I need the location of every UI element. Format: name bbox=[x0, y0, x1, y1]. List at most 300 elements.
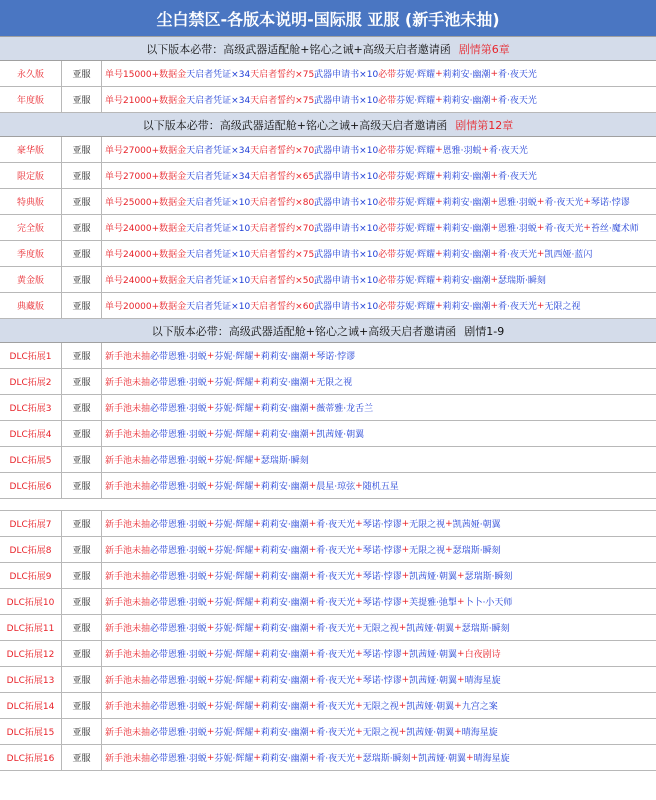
content-segment: + bbox=[253, 570, 261, 581]
content-segment: 莉莉安·幽潮 bbox=[442, 224, 491, 234]
content-segment: 凯茜娅·朝翼 bbox=[406, 624, 455, 634]
table-row bbox=[0, 293, 656, 319]
content-segment: + bbox=[206, 402, 215, 413]
content-segment: + bbox=[206, 350, 215, 361]
content-segment: 莉莉安·幽潮 bbox=[260, 624, 309, 634]
content-segment: 肴·夜天光 bbox=[316, 520, 356, 530]
content-segment: 琴诺·悖谬 bbox=[362, 598, 402, 608]
content-segment: + bbox=[401, 596, 410, 607]
edition-name: DLC拓展11 bbox=[0, 615, 62, 640]
edition-name: DLC拓展7 bbox=[0, 511, 62, 536]
section-requirement: 以下版本必带：高级武器适配舱+铭心之诫+高级天启者邀请函 bbox=[146, 42, 451, 56]
edition-contents bbox=[102, 693, 656, 718]
content-segment: + bbox=[401, 674, 410, 685]
content-segment: + bbox=[490, 274, 499, 285]
content-segment: 无限之视 bbox=[362, 728, 399, 738]
content-segment: 新手池未抽 bbox=[105, 456, 151, 466]
content-segment: + bbox=[308, 726, 317, 737]
content-segment: 新手池未抽 bbox=[105, 598, 151, 608]
edition-name: DLC拓展4 bbox=[0, 421, 62, 446]
edition-name: DLC拓展2 bbox=[0, 369, 62, 394]
edition-name: DLC拓展5 bbox=[0, 447, 62, 472]
content-segment: + bbox=[355, 700, 363, 711]
content-segment: 芬妮·辉耀 bbox=[214, 676, 254, 686]
content-segment: 新手池未抽 bbox=[105, 404, 151, 414]
content-segment: 芬妮·辉耀 bbox=[396, 250, 436, 260]
section-header bbox=[0, 113, 656, 137]
content-segment: 天启者誓约×75 bbox=[250, 70, 315, 80]
content-segment: 天启者誓约×70 bbox=[250, 146, 315, 156]
content-segment: + bbox=[253, 700, 261, 711]
content-segment: + bbox=[308, 428, 317, 439]
content-segment: 凯茜娅·朝翼 bbox=[406, 702, 455, 712]
content-segment: + bbox=[401, 648, 410, 659]
table-row bbox=[0, 87, 656, 113]
content-segment: 新手池未抽 bbox=[105, 378, 151, 388]
edition-name: DLC拓展1 bbox=[0, 343, 62, 368]
content-segment: 新手池未抽 bbox=[105, 520, 151, 530]
table-row bbox=[0, 241, 656, 267]
content-segment: 新手池未抽 bbox=[105, 754, 151, 764]
content-segment: 恩雅·羽蜕 bbox=[168, 546, 207, 556]
edition-contents bbox=[102, 563, 656, 588]
content-segment: + bbox=[435, 94, 443, 105]
content-segment: 恩雅·羽蜕 bbox=[442, 146, 482, 156]
edition-name: 年度版 bbox=[0, 87, 62, 112]
content-segment: 新手池未抽 bbox=[105, 572, 151, 582]
content-segment: 莉莉安·幽潮 bbox=[442, 302, 491, 312]
content-segment: 琴诺·悖谬 bbox=[362, 520, 402, 530]
content-segment: 必带 bbox=[378, 198, 397, 208]
content-segment: 芬妮·辉耀 bbox=[214, 598, 254, 608]
server-name: 亚服 bbox=[62, 343, 102, 368]
content-segment: 天启者誓约×70 bbox=[250, 224, 315, 234]
content-segment: + bbox=[583, 196, 591, 207]
content-segment: 九宫之案 bbox=[461, 702, 498, 712]
content-segment: 必带 bbox=[150, 598, 169, 608]
table-row bbox=[0, 719, 656, 745]
content-segment: 无限之视 bbox=[544, 302, 581, 312]
table-row bbox=[0, 369, 656, 395]
table-row bbox=[0, 447, 656, 473]
server-name: 亚服 bbox=[62, 447, 102, 472]
server-name: 亚服 bbox=[62, 693, 102, 718]
content-segment: + bbox=[253, 752, 261, 763]
content-segment: 必带 bbox=[378, 146, 397, 156]
content-segment: 新手池未抽 bbox=[105, 702, 151, 712]
content-segment: + bbox=[410, 752, 419, 763]
content-segment: + bbox=[435, 300, 443, 311]
content-segment: 芙提雅·弛掣 bbox=[409, 598, 458, 608]
content-segment: 必带 bbox=[150, 650, 169, 660]
content-segment: + bbox=[490, 94, 499, 105]
content-segment: 必带 bbox=[378, 96, 397, 106]
content-segment: 晴海星旋 bbox=[464, 676, 501, 686]
content-segment: 肴·夜天光 bbox=[316, 572, 356, 582]
content-segment: 肴·夜天光 bbox=[316, 676, 356, 686]
content-segment: + bbox=[206, 674, 215, 685]
content-segment: 莉莉安·幽潮 bbox=[442, 96, 491, 106]
content-segment: + bbox=[308, 376, 317, 387]
content-segment: + bbox=[481, 144, 490, 155]
content-segment: 恩雅·羽蜕 bbox=[168, 572, 207, 582]
content-segment: 芬妮·辉耀 bbox=[214, 520, 254, 530]
content-segment: + bbox=[355, 518, 363, 529]
content-segment: 肴·夜天光 bbox=[316, 598, 356, 608]
content-segment: + bbox=[435, 170, 443, 181]
table-row bbox=[0, 343, 656, 369]
content-segment: 单号24000+数据金 bbox=[105, 276, 187, 286]
table-body bbox=[0, 37, 656, 771]
content-segment: + bbox=[308, 700, 317, 711]
content-segment: 晴海星旋 bbox=[461, 728, 498, 738]
content-segment: 芬妮·辉耀 bbox=[214, 456, 254, 466]
content-segment: 新手池未抽 bbox=[105, 650, 151, 660]
edition-name: 永久版 bbox=[0, 61, 62, 86]
content-segment: 凯茜娅·朝翼 bbox=[409, 572, 458, 582]
content-segment: 莉莉安·幽潮 bbox=[442, 198, 491, 208]
section-requirement: 以下版本必带：高级武器适配舱+铭心之诫+高级天启者邀请函 bbox=[142, 118, 448, 132]
content-segment: 芬妮·辉耀 bbox=[396, 146, 436, 156]
content-segment: 单号27000+数据金 bbox=[105, 172, 187, 182]
content-segment: 无限之视 bbox=[362, 624, 399, 634]
content-segment: 必带 bbox=[378, 302, 397, 312]
content-segment: 莉莉安·幽潮 bbox=[260, 728, 309, 738]
content-segment: + bbox=[401, 518, 410, 529]
content-segment: 天启者凭证×10 bbox=[186, 302, 251, 312]
content-segment: 苔丝·魔术师 bbox=[590, 224, 639, 234]
content-segment: 单号24000+数据金 bbox=[105, 250, 187, 260]
content-segment: + bbox=[206, 622, 215, 633]
content-segment: 新手池未抽 bbox=[105, 546, 151, 556]
edition-contents bbox=[102, 215, 656, 240]
content-segment: + bbox=[206, 596, 215, 607]
content-segment: 凯茜娅·朝翼 bbox=[418, 754, 467, 764]
content-segment: 恩雅·羽蜕 bbox=[168, 650, 207, 660]
edition-contents bbox=[102, 447, 656, 472]
content-segment: 莉莉安·幽潮 bbox=[260, 378, 309, 388]
content-segment: + bbox=[253, 402, 261, 413]
content-segment: 芬妮·辉耀 bbox=[214, 482, 254, 492]
content-segment: + bbox=[490, 248, 499, 259]
content-segment: 恩雅·羽蜕 bbox=[168, 352, 207, 362]
content-segment: + bbox=[536, 196, 545, 207]
content-segment: 莉莉安·幽潮 bbox=[442, 276, 491, 286]
server-name: 亚服 bbox=[62, 241, 102, 266]
content-segment: + bbox=[308, 596, 317, 607]
table-row bbox=[0, 563, 656, 589]
content-segment: + bbox=[454, 622, 462, 633]
content-segment: 芬妮·辉耀 bbox=[396, 198, 436, 208]
content-segment: 天启者誓约×65 bbox=[250, 172, 315, 182]
table-row bbox=[0, 511, 656, 537]
content-segment: + bbox=[490, 222, 499, 233]
content-segment: 武器申请书×10 bbox=[314, 250, 379, 260]
section-header bbox=[0, 37, 656, 61]
content-segment: 莉莉安·幽潮 bbox=[260, 546, 309, 556]
content-segment: 肴·夜天光 bbox=[316, 624, 356, 634]
content-segment: 武器申请书×10 bbox=[314, 172, 379, 182]
content-segment: 莉莉安·幽潮 bbox=[260, 754, 309, 764]
content-segment: 随机五星 bbox=[362, 482, 399, 492]
content-segment: 恩雅·羽蜕 bbox=[498, 224, 537, 234]
server-name: 亚服 bbox=[62, 641, 102, 666]
content-segment: 新手池未抽 bbox=[105, 624, 151, 634]
content-segment: + bbox=[435, 222, 443, 233]
content-segment: 凯西娅·蓝闪 bbox=[544, 250, 593, 260]
content-segment: 单号27000+数据金 bbox=[105, 146, 187, 156]
content-segment: 恩雅·羽蜕 bbox=[168, 676, 207, 686]
edition-contents bbox=[102, 293, 656, 318]
content-segment: 薇蒂雅·龙舌兰 bbox=[316, 404, 374, 414]
content-segment: + bbox=[253, 376, 261, 387]
content-segment: 芬妮·辉耀 bbox=[214, 352, 254, 362]
content-segment: 芬妮·辉耀 bbox=[214, 378, 254, 388]
content-segment: 恩雅·羽蜕 bbox=[168, 456, 207, 466]
content-segment: + bbox=[253, 648, 261, 659]
content-segment: 瑟瑞斯·瞬刻 bbox=[464, 572, 513, 582]
content-segment: + bbox=[308, 480, 317, 491]
content-segment: 天启者誓约×50 bbox=[250, 276, 315, 286]
edition-contents bbox=[102, 719, 656, 744]
content-segment: 恩雅·羽蜕 bbox=[498, 198, 537, 208]
table-row bbox=[0, 745, 656, 771]
edition-name: DLC拓展14 bbox=[0, 693, 62, 718]
content-segment: + bbox=[490, 300, 499, 311]
content-segment: 必带 bbox=[378, 172, 397, 182]
content-segment: + bbox=[308, 544, 317, 555]
content-segment: 必带 bbox=[150, 624, 169, 634]
content-segment: 必带 bbox=[378, 70, 397, 80]
content-segment: + bbox=[490, 170, 499, 181]
edition-contents bbox=[102, 61, 656, 86]
content-segment: + bbox=[454, 726, 462, 737]
content-segment: 芬妮·辉耀 bbox=[214, 728, 254, 738]
edition-contents bbox=[102, 189, 656, 214]
content-segment: 恩雅·羽蜕 bbox=[168, 754, 207, 764]
content-segment: + bbox=[583, 222, 591, 233]
content-segment: 天启者凭证×10 bbox=[186, 198, 251, 208]
content-segment: + bbox=[206, 428, 215, 439]
content-segment: 必带 bbox=[378, 276, 397, 286]
content-segment: 莉莉安·幽潮 bbox=[260, 650, 309, 660]
content-segment: 芬妮·辉耀 bbox=[396, 172, 436, 182]
server-name: 亚服 bbox=[62, 537, 102, 562]
content-segment: 肴·夜天光 bbox=[544, 224, 584, 234]
content-segment: + bbox=[308, 622, 317, 633]
content-segment: 天启者誓约×80 bbox=[250, 198, 315, 208]
content-segment: 无限之视 bbox=[409, 546, 446, 556]
table-row bbox=[0, 189, 656, 215]
page-title: 尘白禁区-各版本说明-国际服 亚服 (新手池未抽) bbox=[0, 0, 656, 37]
content-segment: + bbox=[398, 700, 407, 711]
edition-contents bbox=[102, 473, 656, 498]
table-row bbox=[0, 61, 656, 87]
content-segment: 莉莉安·幽潮 bbox=[260, 572, 309, 582]
section-requirement: 以下版本必带：高级武器适配舱+铭心之诫+高级天启者邀请函 bbox=[151, 324, 457, 338]
table-row bbox=[0, 615, 656, 641]
table-row bbox=[0, 421, 656, 447]
edition-name: DLC拓展12 bbox=[0, 641, 62, 666]
content-segment: 必带 bbox=[150, 676, 169, 686]
content-segment: + bbox=[398, 726, 407, 737]
content-segment: 必带 bbox=[150, 456, 169, 466]
edition-name: DLC拓展8 bbox=[0, 537, 62, 562]
content-segment: 必带 bbox=[378, 224, 397, 234]
content-segment: + bbox=[253, 428, 261, 439]
content-segment: + bbox=[355, 596, 363, 607]
content-segment: + bbox=[445, 518, 453, 529]
server-name: 亚服 bbox=[62, 369, 102, 394]
server-name: 亚服 bbox=[62, 589, 102, 614]
content-segment: 恩雅·羽蜕 bbox=[168, 430, 207, 440]
table-row bbox=[0, 163, 656, 189]
edition-name: DLC拓展15 bbox=[0, 719, 62, 744]
content-segment: 莉莉安·幽潮 bbox=[260, 520, 309, 530]
content-segment: + bbox=[457, 570, 465, 581]
table-row bbox=[0, 137, 656, 163]
server-name: 亚服 bbox=[62, 267, 102, 292]
content-segment: + bbox=[308, 518, 317, 529]
content-segment: 武器申请书×10 bbox=[314, 198, 379, 208]
content-segment: 新手池未抽 bbox=[105, 352, 151, 362]
content-segment: + bbox=[253, 454, 261, 465]
content-segment: 天启者凭证×10 bbox=[186, 250, 251, 260]
content-segment: 新手池未抽 bbox=[105, 482, 151, 492]
edition-name: 完全版 bbox=[0, 215, 62, 240]
content-segment: + bbox=[401, 544, 410, 555]
content-segment: 莉莉安·幽潮 bbox=[260, 676, 309, 686]
edition-contents bbox=[102, 421, 656, 446]
table-row bbox=[0, 473, 656, 499]
content-segment: + bbox=[435, 248, 443, 259]
content-segment: 肴·夜天光 bbox=[316, 702, 356, 712]
edition-name: 黄金版 bbox=[0, 267, 62, 292]
edition-name: DLC拓展3 bbox=[0, 395, 62, 420]
content-segment: 武器申请书×10 bbox=[314, 276, 379, 286]
content-segment: 莉莉安·幽潮 bbox=[260, 598, 309, 608]
content-segment: 恩雅·羽蜕 bbox=[168, 624, 207, 634]
content-segment: + bbox=[454, 700, 462, 711]
content-segment: + bbox=[308, 674, 317, 685]
content-segment: 新手池未抽 bbox=[105, 676, 151, 686]
server-name: 亚服 bbox=[62, 215, 102, 240]
content-segment: 必带 bbox=[150, 378, 169, 388]
content-segment: 凯茜娅·朝翼 bbox=[452, 520, 501, 530]
edition-contents bbox=[102, 395, 656, 420]
edition-name: 特典版 bbox=[0, 189, 62, 214]
content-segment: 琴诺·悖谬 bbox=[362, 572, 402, 582]
content-segment: 芬妮·辉耀 bbox=[214, 404, 254, 414]
content-segment: 恩雅·羽蜕 bbox=[168, 482, 207, 492]
content-segment: 莉莉安·幽潮 bbox=[260, 352, 309, 362]
content-segment: + bbox=[355, 570, 363, 581]
content-segment: + bbox=[253, 544, 261, 555]
content-segment: 天启者凭证×10 bbox=[186, 224, 251, 234]
table-row bbox=[0, 537, 656, 563]
content-segment: 凯茜娅·朝翼 bbox=[409, 650, 458, 660]
content-segment: 肴·夜天光 bbox=[498, 70, 537, 80]
server-name: 亚服 bbox=[62, 511, 102, 536]
content-segment: 晨星·琼弦 bbox=[316, 482, 356, 492]
content-segment: 肴·夜天光 bbox=[316, 546, 356, 556]
content-segment: 无限之视 bbox=[409, 520, 446, 530]
content-segment: 肴·夜天光 bbox=[498, 302, 537, 312]
content-segment: + bbox=[445, 544, 453, 555]
content-segment: 瑟瑞斯·瞬刻 bbox=[260, 456, 309, 466]
content-segment: 必带 bbox=[150, 572, 169, 582]
content-segment: + bbox=[206, 376, 215, 387]
table-row bbox=[0, 215, 656, 241]
server-name: 亚服 bbox=[62, 563, 102, 588]
content-segment: 晴海星旋 bbox=[473, 754, 510, 764]
content-segment: + bbox=[253, 726, 261, 737]
table-row bbox=[0, 667, 656, 693]
content-segment: 芬妮·辉耀 bbox=[214, 572, 254, 582]
edition-contents bbox=[102, 163, 656, 188]
edition-contents bbox=[102, 369, 656, 394]
content-segment: 琴诺·悖谬 bbox=[362, 546, 402, 556]
content-segment: 必带 bbox=[150, 728, 169, 738]
table-row bbox=[0, 693, 656, 719]
server-name: 亚服 bbox=[62, 421, 102, 446]
content-segment: + bbox=[206, 752, 215, 763]
content-segment: 武器申请书×10 bbox=[314, 96, 379, 106]
content-segment: + bbox=[457, 648, 465, 659]
content-segment: + bbox=[253, 480, 261, 491]
server-name: 亚服 bbox=[62, 61, 102, 86]
content-segment: 芬妮·辉耀 bbox=[396, 70, 436, 80]
content-segment: 单号20000+数据金 bbox=[105, 302, 187, 312]
content-segment: 白夜剧诗 bbox=[464, 650, 501, 660]
edition-name: DLC拓展9 bbox=[0, 563, 62, 588]
blank-row bbox=[0, 499, 656, 511]
content-segment: + bbox=[308, 570, 317, 581]
content-segment: 天启者凭证×34 bbox=[186, 172, 251, 182]
content-segment: 天启者凭证×34 bbox=[186, 146, 251, 156]
server-name: 亚服 bbox=[62, 163, 102, 188]
edition-contents bbox=[102, 745, 656, 770]
content-segment: 新手池未抽 bbox=[105, 430, 151, 440]
server-name: 亚服 bbox=[62, 719, 102, 744]
content-segment: 肴·夜天光 bbox=[544, 198, 584, 208]
edition-contents bbox=[102, 511, 656, 536]
content-segment: 肴·夜天光 bbox=[498, 96, 537, 106]
content-segment: 肴·夜天光 bbox=[316, 728, 356, 738]
content-segment: 琴诺·悖谬 bbox=[316, 352, 356, 362]
content-segment: 恩雅·羽蜕 bbox=[168, 378, 207, 388]
content-segment: + bbox=[206, 570, 215, 581]
content-segment: + bbox=[206, 518, 215, 529]
content-segment: 芬妮·辉耀 bbox=[214, 546, 254, 556]
content-segment: 肴·夜天光 bbox=[316, 754, 356, 764]
edition-name: 典藏版 bbox=[0, 293, 62, 318]
server-name: 亚服 bbox=[62, 745, 102, 770]
content-segment: + bbox=[308, 402, 317, 413]
section-chapter: 剧情第6章 bbox=[458, 42, 510, 56]
content-segment: 单号24000+数据金 bbox=[105, 224, 187, 234]
content-segment: + bbox=[355, 752, 363, 763]
content-segment: 凯茜娅·朝翼 bbox=[316, 430, 365, 440]
edition-name: DLC拓展16 bbox=[0, 745, 62, 770]
content-segment: 天启者誓约×75 bbox=[250, 96, 315, 106]
content-segment: + bbox=[253, 596, 261, 607]
content-segment: + bbox=[457, 674, 465, 685]
content-segment: + bbox=[206, 454, 215, 465]
content-segment: + bbox=[355, 726, 363, 737]
content-segment: 莉莉安·幽潮 bbox=[260, 430, 309, 440]
content-segment: 无限之视 bbox=[316, 378, 353, 388]
